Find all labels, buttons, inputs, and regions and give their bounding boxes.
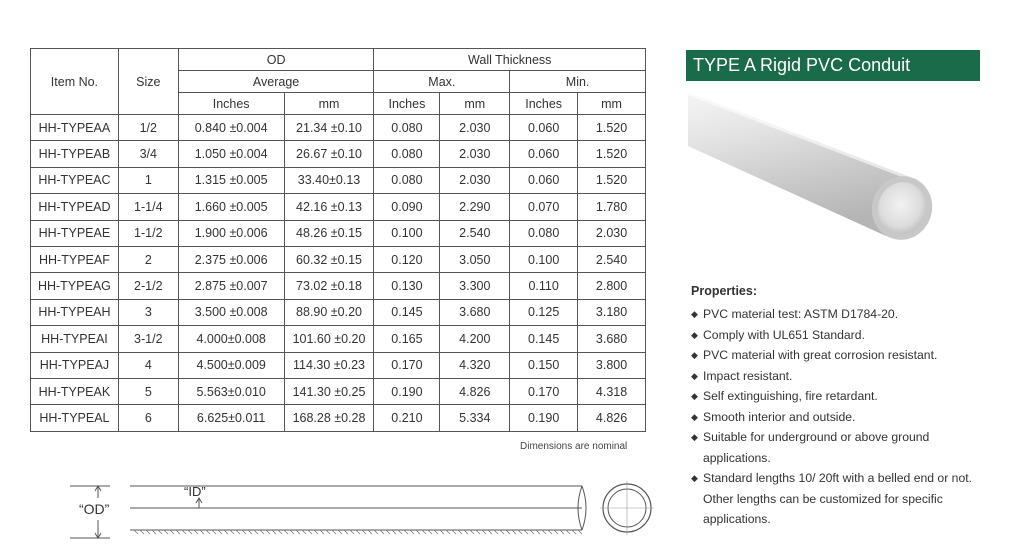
diamond-bullet-icon: ◆ [691, 411, 698, 422]
hatch-line [182, 530, 186, 534]
cell-od-mm: 114.30 ±0.23 [284, 352, 374, 378]
cell-size: 4 [118, 352, 178, 378]
hatch-line [272, 530, 276, 534]
cell-wall-max-mm: 2.540 [440, 220, 510, 246]
header-min-inches: Inches [510, 93, 578, 115]
cell-wall-min-inches: 0.110 [510, 273, 578, 299]
cell-wall-min-mm: 3.680 [578, 326, 646, 352]
hatch-line [206, 530, 210, 534]
cell-wall-max-inches: 0.100 [374, 220, 440, 246]
hatch-line [542, 530, 546, 534]
cell-wall-min-inches: 0.170 [510, 378, 578, 404]
diamond-bullet-icon: ◆ [691, 432, 698, 442]
header-size: Size [118, 49, 178, 115]
cell-wall-min-inches: 0.100 [510, 246, 578, 272]
hatch-line [140, 530, 144, 534]
cell-wall-min-mm: 1.780 [578, 194, 646, 220]
cell-size: 1 [118, 167, 178, 193]
hatch-line [422, 530, 426, 534]
cell-od-mm: 26.67 ±0.10 [284, 141, 374, 167]
cell-wall-min-mm: 4.318 [578, 378, 646, 404]
cell-size: 3/4 [118, 141, 178, 167]
hatch-line [236, 530, 240, 534]
hatch-line [164, 530, 168, 534]
cell-wall-min-mm: 1.520 [578, 115, 646, 141]
cell-od-mm: 60.32 ±0.15 [284, 246, 374, 272]
hatch-line [254, 530, 258, 534]
cell-wall-min-mm: 2.540 [578, 246, 646, 272]
hatch-line [446, 530, 450, 534]
cell-wall-max-inches: 0.165 [374, 326, 440, 352]
cell-od-inches: 4.500±0.009 [178, 352, 284, 378]
hatch-line [224, 530, 228, 534]
cell-od-inches: 2.375 ±0.006 [178, 246, 284, 272]
hatch-line [434, 530, 438, 534]
cell-od-inches: 3.500 ±0.008 [178, 299, 284, 325]
header-max-inches: Inches [374, 93, 440, 115]
cell-od-inches: 1.900 ±0.006 [178, 220, 284, 246]
hatch-line [548, 530, 552, 534]
hatch-line [176, 530, 180, 534]
cell-size: 1/2 [118, 115, 178, 141]
cell-od-inches: 1.315 ±0.005 [178, 167, 284, 193]
property-item [691, 386, 991, 407]
table-row [31, 141, 646, 167]
property-item [691, 366, 991, 387]
hatch-line [482, 530, 486, 534]
pvc-conduit-image [686, 88, 936, 258]
table-row [31, 299, 646, 325]
cell-wall-max-inches: 0.080 [374, 141, 440, 167]
hatch-line [530, 530, 534, 534]
cell-item-no: HH-TYPEAI [31, 326, 119, 352]
hatch-line [536, 530, 540, 534]
cell-wall-min-mm: 4.826 [578, 405, 646, 431]
pipe-wall-hatching [134, 530, 582, 534]
property-text: PVC material test: ASTM D1784-20. [703, 307, 899, 321]
header-max: Max. [374, 71, 510, 93]
cell-wall-max-inches: 0.080 [374, 115, 440, 141]
cell-od-mm: 73.02 ±0.18 [284, 273, 374, 299]
cell-od-mm: 21.34 ±0.10 [284, 115, 374, 141]
hatch-line [386, 530, 390, 534]
property-item [691, 304, 991, 325]
cell-od-inches: 6.625±0.011 [178, 405, 284, 431]
table-row [31, 194, 646, 220]
hatch-line [410, 530, 414, 534]
hatch-line [500, 530, 504, 534]
hatch-line [338, 530, 342, 534]
cell-wall-max-inches: 0.170 [374, 352, 440, 378]
diamond-bullet-icon: ◆ [691, 350, 698, 360]
cell-size: 3-1/2 [118, 326, 178, 352]
property-item [691, 407, 991, 428]
hatch-line [578, 530, 582, 534]
cell-wall-min-inches: 0.190 [510, 405, 578, 431]
cell-item-no: HH-TYPEAD [31, 194, 119, 220]
cell-wall-max-mm: 4.200 [440, 326, 510, 352]
cell-od-inches: 1.050 ±0.004 [178, 141, 284, 167]
cell-size: 1-1/2 [118, 220, 178, 246]
hatch-line [284, 530, 288, 534]
diamond-bullet-icon: ◆ [691, 309, 698, 319]
cell-wall-min-inches: 0.080 [510, 220, 578, 246]
hatch-line [494, 530, 498, 534]
hatch-line [572, 530, 576, 534]
hatch-line [350, 530, 354, 534]
hatch-line [326, 530, 330, 534]
header-min-mm: mm [578, 93, 646, 115]
cell-size: 5 [118, 378, 178, 404]
header-od-inches: Inches [178, 93, 284, 115]
header-item-no: Item No. [31, 49, 119, 115]
hatch-line [194, 530, 198, 534]
spec-table-header [31, 49, 646, 115]
cell-wall-min-mm: 3.800 [578, 352, 646, 378]
hatch-line [440, 530, 444, 534]
cell-item-no: HH-TYPEAB [31, 141, 119, 167]
cell-wall-max-mm: 4.826 [440, 378, 510, 404]
hatch-line [212, 530, 216, 534]
hatch-line [152, 530, 156, 534]
hatch-line [320, 530, 324, 534]
hatch-line [296, 530, 300, 534]
hatch-line [524, 530, 528, 534]
header-od: OD [178, 49, 374, 71]
property-text: Self extinguishing, fire retardant. [703, 389, 878, 403]
diamond-bullet-icon: ◆ [691, 370, 698, 381]
hatch-line [248, 530, 252, 534]
hatch-line [392, 530, 396, 534]
hatch-line [134, 530, 138, 534]
hatch-line [356, 530, 360, 534]
cell-wall-min-inches: 0.060 [510, 115, 578, 141]
hatch-line [200, 530, 204, 534]
cell-item-no: HH-TYPEAA [31, 115, 119, 141]
cell-size: 1-1/4 [118, 194, 178, 220]
cell-od-mm: 33.40±0.13 [284, 167, 374, 193]
dimensions-note: Dimensions are nominal [520, 441, 628, 452]
cell-od-inches: 4.000±0.008 [178, 326, 284, 352]
table-row [31, 405, 646, 431]
hatch-line [380, 530, 384, 534]
cell-wall-max-inches: 0.080 [374, 167, 440, 193]
hatch-line [362, 530, 366, 534]
cell-wall-min-mm: 2.800 [578, 273, 646, 299]
hatch-line [374, 530, 378, 534]
header-wall-thickness: Wall Thickness [374, 49, 646, 71]
cell-od-inches: 0.840 ±0.004 [178, 115, 284, 141]
pipe-break-curve [582, 486, 586, 530]
hatch-line [314, 530, 318, 534]
hatch-line [488, 530, 492, 534]
properties-list [691, 304, 991, 530]
hatch-line [566, 530, 570, 534]
diamond-bullet-icon: ◆ [691, 391, 698, 401]
cell-wall-min-inches: 0.070 [510, 194, 578, 220]
cell-size: 2-1/2 [118, 273, 178, 299]
spec-table [30, 48, 646, 432]
hatch-line [512, 530, 516, 534]
cell-wall-max-mm: 3.680 [440, 299, 510, 325]
cell-wall-max-inches: 0.210 [374, 405, 440, 431]
hatch-line [560, 530, 564, 534]
cell-od-mm: 101.60 ±0.20 [284, 326, 374, 352]
cell-wall-min-inches: 0.125 [510, 299, 578, 325]
cell-od-mm: 168.28 ±0.28 [284, 405, 374, 431]
cell-wall-max-inches: 0.090 [374, 194, 440, 220]
hatch-line [260, 530, 264, 534]
header-min: Min. [510, 71, 646, 93]
cell-item-no: HH-TYPEAC [31, 167, 119, 193]
cell-od-mm: 88.90 ±0.20 [284, 299, 374, 325]
cell-wall-max-inches: 0.120 [374, 246, 440, 272]
hatch-line [464, 530, 468, 534]
cell-od-inches: 2.875 ±0.007 [178, 273, 284, 299]
cell-od-mm: 48.26 ±0.15 [284, 220, 374, 246]
id-label: “ID” [184, 484, 206, 499]
diamond-bullet-icon: ◆ [691, 473, 698, 483]
cell-item-no: HH-TYPEAH [31, 299, 119, 325]
cell-od-inches: 1.660 ±0.005 [178, 194, 284, 220]
hatch-line [218, 530, 222, 534]
cell-item-no: HH-TYPEAK [31, 378, 119, 404]
property-text: Impact resistant. [703, 368, 793, 383]
cell-od-mm: 42.16 ±0.13 [284, 194, 374, 220]
diamond-bullet-icon: ◆ [691, 329, 698, 340]
hatch-line [230, 530, 234, 534]
hatch-line [416, 530, 420, 534]
cell-wall-max-mm: 4.320 [440, 352, 510, 378]
properties-section [691, 284, 991, 530]
hatch-line [344, 530, 348, 534]
table-row [31, 352, 646, 378]
hatch-line [458, 530, 462, 534]
hatch-line [452, 530, 456, 534]
hatch-line [308, 530, 312, 534]
cell-item-no: HH-TYPEAF [31, 246, 119, 272]
table-row [31, 220, 646, 246]
hatch-line [290, 530, 294, 534]
cell-wall-max-mm: 3.300 [440, 273, 510, 299]
cell-wall-min-inches: 0.145 [510, 326, 578, 352]
hatch-line [302, 530, 306, 534]
cell-od-inches: 5.563±0.010 [178, 378, 284, 404]
cell-od-mm: 141.30 ±0.25 [284, 378, 374, 404]
hatch-line [506, 530, 510, 534]
cell-item-no: HH-TYPEAG [31, 273, 119, 299]
hatch-line [266, 530, 270, 534]
cell-size: 3 [118, 299, 178, 325]
hatch-line [476, 530, 480, 534]
property-text: Standard lengths 10/ 20ft with a belled end or not. Other lengths can be customized for specific applications. [703, 471, 972, 526]
cell-wall-min-mm: 1.520 [578, 141, 646, 167]
cell-wall-min-inches: 0.060 [510, 141, 578, 167]
cell-item-no: HH-TYPEAE [31, 220, 119, 246]
property-text: Suitable for underground or above ground applications. [703, 430, 930, 465]
od-label: “OD” [79, 501, 110, 517]
hatch-line [518, 530, 522, 534]
property-text: PVC material with great corrosion resistant. [703, 348, 938, 362]
header-max-mm: mm [440, 93, 510, 115]
table-row [31, 115, 646, 141]
cell-wall-min-mm: 1.520 [578, 167, 646, 193]
cell-wall-max-mm: 2.030 [440, 141, 510, 167]
cell-wall-max-mm: 5.334 [440, 405, 510, 431]
spec-table-body [31, 115, 646, 432]
cell-size: 6 [118, 405, 178, 431]
cell-wall-min-inches: 0.150 [510, 352, 578, 378]
cell-wall-min-mm: 3.180 [578, 299, 646, 325]
hatch-line [368, 530, 372, 534]
property-text: Smooth interior and outside. [703, 409, 856, 424]
cell-wall-min-inches: 0.060 [510, 167, 578, 193]
hatch-line [170, 530, 174, 534]
property-text: Comply with UL651 Standard. [703, 327, 865, 342]
property-item [691, 427, 991, 468]
header-average: Average [178, 71, 374, 93]
cell-size: 2 [118, 246, 178, 272]
property-item [691, 468, 991, 530]
hatch-line [470, 530, 474, 534]
cell-wall-min-mm: 2.030 [578, 220, 646, 246]
cell-wall-max-inches: 0.190 [374, 378, 440, 404]
hatch-line [158, 530, 162, 534]
cell-wall-max-mm: 2.030 [440, 115, 510, 141]
cell-item-no: HH-TYPEAJ [31, 352, 119, 378]
property-item [691, 325, 991, 346]
table-row [31, 246, 646, 272]
pipe-dimension-diagram [60, 478, 660, 554]
hatch-line [278, 530, 282, 534]
cell-wall-max-inches: 0.130 [374, 273, 440, 299]
cell-wall-max-mm: 2.030 [440, 167, 510, 193]
table-row [31, 326, 646, 352]
hatch-line [404, 530, 408, 534]
table-row [31, 167, 646, 193]
table-row [31, 273, 646, 299]
table-row [31, 378, 646, 404]
hatch-line [398, 530, 402, 534]
properties-title: Properties: [691, 284, 757, 298]
cell-wall-max-mm: 2.290 [440, 194, 510, 220]
hatch-line [242, 530, 246, 534]
cell-item-no: HH-TYPEAL [31, 405, 119, 431]
property-item [691, 345, 991, 366]
cell-wall-max-mm: 3.050 [440, 246, 510, 272]
hatch-line [146, 530, 150, 534]
hatch-line [332, 530, 336, 534]
product-title-banner: TYPE A Rigid PVC Conduit [686, 50, 980, 81]
hatch-line [428, 530, 432, 534]
cell-wall-max-inches: 0.145 [374, 299, 440, 325]
header-od-mm: mm [284, 93, 374, 115]
hatch-line [188, 530, 192, 534]
hatch-line [554, 530, 558, 534]
